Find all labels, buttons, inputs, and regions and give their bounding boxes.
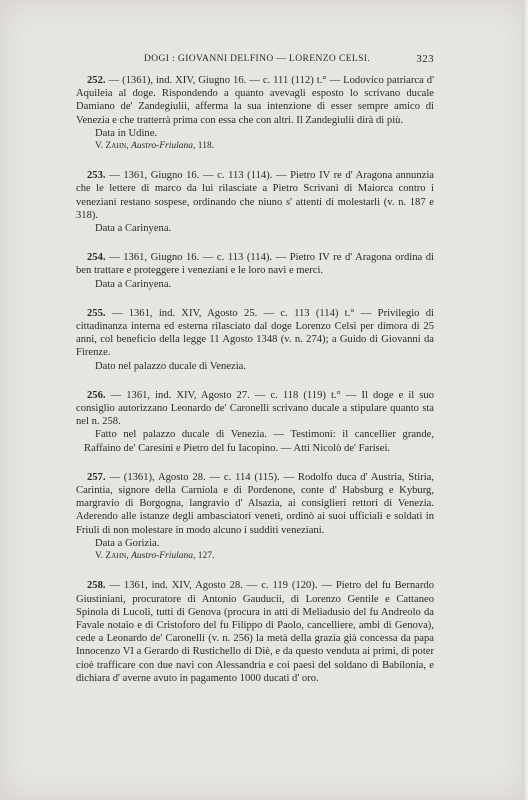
reference-work: Austro-Friulana, <box>131 141 196 152</box>
entry-body: — 1361, ind. XIV, Agosto 25. — c. 113 (114) t.° — Privilegio di cittadinanza interna ed esterna rilasciato dal doge Lorenzo Celsi per dimora di 25 anni, col beneficio della legge 11 Agosto 1348 (v. n. 274); a Guido di Giovanni da Firenze. <box>76 307 434 359</box>
page-body <box>76 74 434 701</box>
reference-prefix: V. <box>95 551 104 562</box>
entry-253 <box>76 169 434 235</box>
entry-body: — 1361, Giugno 16. — c. 113 (114). — Pietro IV re d' Aragona annunzia che le lettere di marco da lui rilasciate a Pietro Scrivani di Maiorca contro i veneziani restano sospese, ordinando che niuno s' attenti di molestarli (v. n. 187 e 318). <box>76 170 434 221</box>
reference-prefix: V. <box>95 141 104 152</box>
entry-note: Data in Udine. <box>95 127 158 139</box>
entry-number: 256. <box>87 389 106 401</box>
entry-number: 257. <box>87 471 106 483</box>
entry-257 <box>76 471 434 563</box>
entry-note: Dato nel palazzo ducale di Venezia. <box>95 360 246 372</box>
entry-note: Data a Carinyena. <box>95 223 172 235</box>
reference-author: Zahn, <box>105 141 129 152</box>
entry-body: — 1361, ind. XIV, Agosto 28. — c. 119 (120). — Pietro del fu Bernardo Giustiniani, procuratore di Antonio Gauducii, di Lorenzo Gentile e Cattaneo Spinola di Lucoli, tutti di Genova (procura in atti di Meliadusio del fu Andreolo da Favale notaio e di Cristoforo del fu Filippo di Paolo, cancelliere, ambi di Genova), cede a Leonardo de' Caronelli (v. n. 256) la metà della grazia già concessa da papa Innocenzo VI a Gerardo di Rustichello di Diè, e da questo venduta ai primi, di poter cioè trafficare con due navi con Alessandria e coi paesi del soldano di Babilonia, e dichiara d' averne avuto in pagamento 1000 ducati d' oro. <box>76 580 434 684</box>
page-edge <box>522 0 528 800</box>
entry-text <box>76 251 434 277</box>
entry-body: — 1361, ind. XIV, Agosto 27. — c. 118 (119) t.° — Il doge e il suo consiglio autorizzano Leonardo de' Caronelli scrivano ducale a stipulare quanto sta nel n. 258. <box>76 389 434 428</box>
entry-text <box>76 579 434 685</box>
entry-text <box>76 471 434 537</box>
reference-page: 118. <box>197 141 215 152</box>
reference-page: 127. <box>197 551 215 562</box>
entry-body: — (1361), Agosto 28. — c. 114 (115). — Rodolfo duca d' Austria, Stiria, Carintia, signore della Carniola e di Pordenone, conte d' Habsburg e Kyburg, margravio di Borgogna, langravio d' Alsazia, ai consiglieri rettori di Venezia. Aderendo alle istanze degli ambasciatori veneti, ordinò ai suoi ufficiali e soldati in Friuli di non molestare in modo alcuno i sudditi veneziani. <box>76 471 434 536</box>
entry-body: — (1361), ind. XIV, Giugno 16. — c. 111 (112) t.° — Lodovico patriarca d' Aquileia al doge. Rispondendo a quanto avevagli esposto lo scrivano ducale Damiano de' Zandegiulii, afferma la sua intenzione di esser sempre amico di Venezia e che tratterrà prima con essa che con altri. Il Zandegiulii dirà di più. <box>76 75 434 126</box>
entry-note: Fatto nel palazzo ducale di Venezia. — Testimoni: il cancellier grande, Raffaino de' Caresini e Pietro del fu Iacopino. — Atti Nicolò de' Farisei. <box>84 429 434 454</box>
entry-255 <box>76 307 434 373</box>
entry-text <box>76 307 434 360</box>
page-number: 323 <box>416 53 434 65</box>
entry-258 <box>76 579 434 685</box>
entry-reference <box>76 140 434 153</box>
entry-number: 254. <box>87 252 106 264</box>
entry-body: — 1361, Giugno 16. — c. 113 (114). — Pietro IV re d' Aragona ordina di ben trattare e proteggere i veneziani e le loro navi e merci. <box>76 252 434 277</box>
entry-number: 252. <box>87 75 106 86</box>
entry-256 <box>76 389 434 455</box>
entry-252 <box>76 74 434 153</box>
reference-author: Zahn, <box>105 551 129 562</box>
entry-note: Data a Gorizia. <box>95 537 160 549</box>
reference-work: Austro-Friulana, <box>131 551 196 562</box>
entry-number: 258. <box>87 580 106 592</box>
entry-reference <box>76 550 434 563</box>
entry-number: 253. <box>87 170 106 182</box>
entry-note: Data a Carinyena. <box>95 278 172 290</box>
running-title: DOGI : GIOVANNI DELFINO — LORENZO CELSI. <box>144 54 371 64</box>
entry-254 <box>76 251 434 291</box>
entry-number: 255. <box>87 307 106 319</box>
entry-text <box>76 169 434 222</box>
entry-text <box>76 389 434 429</box>
entry-text <box>76 74 434 127</box>
